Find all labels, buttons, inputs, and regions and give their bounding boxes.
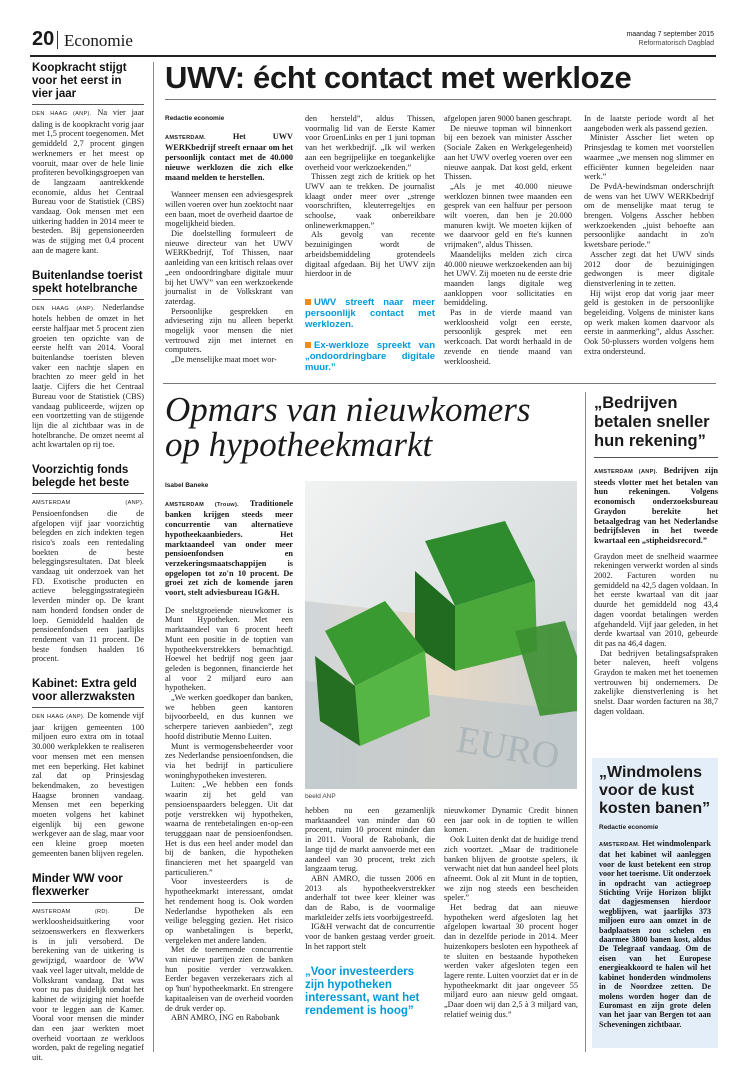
hyp-p8: hebben nu een gezamenlijk marktaandeel van minder dan 60 procent, ruim 10 procent minder dan in 2011. Vooral de Rabobank, die lange tijd de markt aanvoerde met een aandeel van 30 procent, trekt zich langzaam terug. xyxy=(305,806,435,874)
bullet-square-icon xyxy=(305,299,311,305)
headline-line: Opmars van nieuwkomers xyxy=(165,390,531,429)
brief-kabinet xyxy=(32,678,144,859)
bedrijven-headline: „Bedrijven betalen sneller hun rekening” xyxy=(594,394,710,450)
hyp-p1: De snelstgroeiende nieuwkomer is Munt Hypotheken. Met een marktaandeel van 6 procent heeft Munt een positie in de toptien van hypotheekverstrekkers bemachtigd. Hoewel het bedrijf nog geen jaar geleden is begonnen, financierde het al voor 2 miljard euro aan hypotheken. xyxy=(165,605,293,693)
hyp-p12: Ook Luiten denkt dat de huidige trend zich voortzet. „Maar de traditionele banken blijven de grootste spelers, ik verwacht niet dat hun aandeel heel plots afneemt. Ook al zit Munt in de toptien, we zijn nog steeds een bescheiden speler.” xyxy=(444,835,578,903)
bedrijven-article xyxy=(594,394,718,717)
brief-rule xyxy=(32,707,144,708)
hypotheek-lead: Traditionele banken krijgen steeds meer concurrentie van alternatieve hypotheekaanbieders. Het marktaandeel van onder meer pensioenfondsen en verzekeringsmaatschappijen is opgelopen tot zo'n 10 procent. De groei zet zich de komende jaren voort, stelt adviesbureau IG&H. xyxy=(165,498,293,598)
windmolens-box xyxy=(592,758,718,1048)
hypotheek-col-2 xyxy=(305,806,435,1018)
hypotheek-pullquote: „Voor investeerders zijn hypotheken interessant, want het rendement is hoog” xyxy=(305,965,420,1017)
hyp-p6: Met de toenemende concurrentie van nieuwe partijen zien de banken hun positie verder verzwakken. Eerder begaven verzekeraars zich al op 'hun' hypotheekmarkt. En strengere kapitaaleisen van de overheid voorden de druk verder op. xyxy=(165,945,293,1013)
brief-rule xyxy=(32,104,144,105)
brief-ww xyxy=(32,873,144,1063)
brief-fonds xyxy=(32,464,144,664)
uwv-p2: Die doelstelling formuleert de nieuwe directeur van het UWV WERKbedrijf, Tof Thissen, naar aanleiding van een kritisch relaas over „een ondoordringbare digitale muur bij het UWV” van een werkzoekende journalist in de Volkskrant van zaterdag. xyxy=(165,229,293,306)
windmolens-dateline: AMSTERDAM. xyxy=(599,842,640,848)
svg-text:EURO: EURO xyxy=(453,718,563,778)
bedrijven-p1: Graydon meet de snelheid waarmee rekeningen verwerkt worden al sinds 2002. Facturen worden nu gemiddeld na 42,5 dagen voldaan. In het eerste kwartaal van dit jaar duurde het gemiddeld nog 43,4 dagen voordat betalingen werden afgehandeld. Vijf jaar geleden, in het derde kwartaal van 2010, gebeurde dit pas na 46,4 dagen. xyxy=(594,551,718,648)
sidebar-divider xyxy=(153,62,154,1052)
uwv-p10: „Als je met 40.000 nieuwe werklozen binnen twee maanden een gesprek van een halfuur per persoon wilt voeren, dan ben je 20.000 manuren kwijt. We moeten kijken of we daarvoor geld en fte's kunnen vrijmaken”, aldus Thissen. xyxy=(444,181,572,250)
brief-headline: Minder WW voor flexwerker xyxy=(32,872,123,898)
hyp-p5: Voor investeerders is de hypotheekmarkt interessant, omdat het rendement hoog is. Ook worden Nederlandse hypotheken als een veilige belegging gezien. Het risico op wanbetalingen is beperkt, vergeleken met andere landen. xyxy=(165,877,293,945)
brief-text: Pensioenfondsen die de afgelopen vijf jaar voorzichtig belegden en zich indekten tegen risico's zoals een rentedaling boekten de beste beleggingsresultaten. Dat bleek vandaag uit onderzoek van het FD. Exotische producten en actieve beleggingsstrategieën leverden minder op. De krant nam honderd fondsen onder de loep. Gemiddeld haalden de pensioenfondsen een jaarlijks rendement van 11 procent. De beste fondsen haalden 16 procent. xyxy=(32,508,144,664)
brief-dateline: AMSTERDAM (ANP). xyxy=(32,500,144,507)
windmolens-lead: Het windmolenpark dat het kabinet wil aanleggen voor de kust betekent een strop voor het toerisme. Uit onderzoek in opdracht van actiegroep Stichting Vrije Horizon blijkt dat dagjesmensen hierdoor wegblijven, wat jaarlijks 373 miljoen euro aan omzet in de badplaatsen zou schelen en daarmee 3800 banen kost, aldus De Telegraaf vandaag. Om de eisen van het Europese energieakkoord te halen wil het kabinet honderden windmolens in de Noordzee zetten. De molens worden hoger dan de Euromast en zijn grote delen van het jaar van Bergen tot aan Scheveningen zichtbaar. xyxy=(599,839,711,1029)
uwv-p17: Hij wijst erop dat vorig jaar meer geld is gestoken in de persoonlijke begeleiding. Volgens de minister kans op werk maken komen daarvoor als eerste in aanmerking”, aldus Asscher. Ook 50-plussers worden volgens hem extra ondersteund. xyxy=(584,288,714,356)
uwv-lead: Het UWV WERKbedrijf streeft ernaar om het persoonlijk contact met de 40.000 nieuwe werklozen die zich elke maand melden te herstellen. xyxy=(165,131,293,182)
brief-rule xyxy=(32,299,144,300)
hypotheek-byline: Isabel Baneke xyxy=(165,482,209,489)
uwv-pullquote-2 xyxy=(305,340,435,373)
headline-line: op hypotheekmarkt xyxy=(165,425,433,464)
header-rule xyxy=(30,55,716,57)
bedrijven-dateline: AMSTERDAM (ANP). xyxy=(594,469,658,475)
uwv-pullquote-1 xyxy=(305,297,435,330)
uwv-p6: Thissen zegt zich de kritiek op het UWV aan te trekken. De journalist klaagt onder meer over „strenge voorschriften, kleuterregeltjes en schoolse, vaak onbereikbare onlinewerkmappen.” xyxy=(305,172,435,230)
brief-text: De werkloosheidsuitkering voor seizoenswerkers en flexwerkers is in juli versoberd. De berekening van de uitkering is gewijzigd, waardoor de WW vaak veel lager uitvalt, meldde de Volkskrant vandaag. Dat was voor nu pas duidelijk omdat het kabinet de wijziging niet hoefde voor te leggen aan de Kamer. Vooral voor mensen die minder dan een jaar werkten moet overheid voortaan ze werkloos worden, pakt de regeling negatief uit. xyxy=(32,905,145,1063)
hypotheek-col-1 xyxy=(165,481,293,1023)
brief-headline: Buitenlandse toerist spekt hotelbranche xyxy=(32,269,143,295)
hyp-p2: „We werken goedkoper dan banken, we hebben geen kantoren bijvoorbeeld, en dus kunnen we scherpere tarieven aanbieden”, zegt hoofd distributie Menno Luiten. xyxy=(165,693,293,741)
uwv-p4: „De menselijke maat moet wor- xyxy=(171,355,277,365)
brief-toerist xyxy=(32,270,144,451)
uwv-p12: Pas in de vierde maand van werkloosheid volgt een eerste, persoonlijk gesprek met een werkcoach. Dat wordt herhaald in de zevende en tiende maand van werkloosheid. xyxy=(444,308,572,366)
hyp-p9: ABN AMRO, die tussen 2006 en 2013 als hypotheekverstrekker anderhalf tot twee keer kleiner was dan de Rabo, is de voormalige marktleider zelfs iets voorbijgestreefd. xyxy=(305,873,435,922)
news-briefs-sidebar xyxy=(32,62,144,1063)
pullquote-text: UWV streeft naar meer persoonlijk contact met werklozen. xyxy=(305,296,435,330)
uwv-headline-rule xyxy=(165,99,716,100)
uwv-p16: Asscher zegt dat het UWV sinds 2012 door de bezuinigingen gedwongen is meer digitale dienstverlening in te zetten. xyxy=(584,249,714,288)
uwv-col-4 xyxy=(584,114,714,357)
paper-name: Reformatorisch Dagblad xyxy=(638,40,714,47)
brief-text: Na vier jaar daling is de koopkracht vorig jaar met 1,5 procent toegenomen. Met gemiddeld 2,7 procent gingen werknemers er het meest op vooruit, maar over de hele linie profiteren bevolkingsgroepen van de langzaam aantrekkende economie, aldus het Centraal Bureau voor de Statistiek (CBS) vandaag. Ook mensen met een uitkering hadden in 2014 meer te besteden. Bij gepensioneerden was de stijging met 0,4 procent aan de magere kant. xyxy=(32,108,145,255)
uwv-byline: Redactie economie xyxy=(165,115,225,122)
uwv-bottom-rule xyxy=(163,383,716,384)
photo-credit: beeld ANP xyxy=(305,793,336,800)
hyp-p4: Luiten: „We hebben een fonds waarin zij het geld van pensioenspaarders beleggen. Uit dat potje verstrekken wij hypotheken, waarna de rentebetalingen en-op-een terugggaan naar de pensioenfondsen. Het is dus een heel ander model dan bij de banken, die hypotheken financieren met het spaargeld van particulieren.” xyxy=(165,780,293,877)
uwv-p8: afgelopen jaren 9000 banen geschrapt. xyxy=(444,114,572,123)
uwv-headline: UWV: écht contact met werkloze xyxy=(165,60,632,95)
hypotheek-headline xyxy=(165,392,585,462)
brief-dateline: DEN HAAG (ANP). xyxy=(32,714,85,721)
bedrijven-rule xyxy=(594,457,718,458)
brief-rule xyxy=(32,493,144,494)
uwv-col-3 xyxy=(444,114,572,366)
section-title: Economie xyxy=(64,31,133,50)
uwv-dateline: AMSTERDAM. xyxy=(165,134,206,141)
brief-dateline: DEN HAAG (ANP). xyxy=(32,111,92,117)
bedrijven-p2: Dat bedrijven betalingsafspraken beter naleven, heeft volgens Graydon te maken met het toenemen vertrouwen bij ondernemers. De zakelijke dienstverlening is het snelst. Daar worden facturen na 38,7 dagen voldaan. xyxy=(594,648,718,716)
uwv-p1: Wanneer mensen een adviesgesprek willen voeren over hun zoektocht naar een baan, moet de overheid daartoe de mogelijkheid bieden. xyxy=(165,190,293,229)
brief-text: Nederlandse hotels hebben de omzet in het eerste halfjaar met 5 procent zien groeien ten opzichte van de eerste helft van 2014. Vooral buitenlandse toeristen bleven vaker een nachtje slapen en brachten zo meer geld in het laatje. Cijfers die het Centraal Bureau voor de Statistiek (CBS) vandaag publiceerde, wijzen op een voortzetting van de stijgende lijn die al zichtbaar was in de hotelbranche. De omzet neemt al acht kwartalen op rij toe. xyxy=(32,302,144,450)
uwv-p5: den hersteld”, aldus Thissen, voormalig lid van de Eerste Kamer voor GroenLinks en per 1 juni topman van het werkbedrijf. „Ik wil werken aan een begrijpelijke en toegankelijke overheid voor werkzoekenden.” xyxy=(305,114,435,172)
uwv-p9: De nieuwe topman wil binnenkort bij een bezoek van minister Asscher (Sociale Zaken en Werkgelegenheid) aan het UWV overleg voeren over een nieuwe aanpak. Dat kost geld, erkent Thissen. xyxy=(444,123,572,182)
brief-text: De komende vijf jaar krijgen gemeenten 100 miljoen euro extra om in totaal 30.000 werkplekken te realiseren voor mensen met een mensen met een beperking. Het kabinet zal dat op Prinsjesdag bekendmaken, zo bevestigen Haagse bronnen vandaag. Mensen met een beperking moeten volgens het kabinet eigenlijk bij een gewone werkgever aan de slag, maar voor een kleine groep moeten gemeenten banen blijven regelen. xyxy=(32,711,144,858)
hyp-p3: Munt is vermogensbeheerder voor zes Nederlandse pensioenfondsen, die via het bedrijf in particuliere woninghypotheken investeren. xyxy=(165,741,293,780)
hypotheek-dateline: AMSTERDAM (Trouw). xyxy=(165,501,239,508)
windmolens-byline: Redactie economie xyxy=(599,824,659,831)
brief-rule xyxy=(32,902,144,903)
bedrijven-lead: Bedrijven zijn steeds vlotter met het betalen van hun rekeningen. Volgens economisch onderzoeksbureau Graydon berekite het betaalgedrag van het Nederlandse bedrijfsleven in het tweede kwartaal een „stipheidsrecord.” xyxy=(594,466,719,545)
houses-on-banknotes-image xyxy=(305,481,577,789)
page-number: 20 xyxy=(32,28,55,50)
uwv-col-2 xyxy=(305,114,435,373)
hypotheek-col-3 xyxy=(444,806,578,1019)
uwv-p14: Minister Asscher liet weten op Prinsjesdag te komen met voorstellen waarmee „we mensen nog slimmer en efficiënter kunnen begeleiden naar werk.” xyxy=(584,133,714,182)
hypotheek-photo xyxy=(305,481,577,789)
brief-headline: Kabinet: Extra geld voor allerzwaksten xyxy=(32,678,137,704)
header-divider xyxy=(57,31,58,49)
hyp-p7: ABN AMRO, ING en Rabobank xyxy=(171,1013,280,1023)
brief-headline: Koopkracht stijgt voor het eerst in vier jaar xyxy=(32,62,127,100)
uwv-p15: De PvdA-bewindsman onderschrijft de wens van het UWV WERKbedrijf om de menselijke maat terug te brengen. Volgens Asscher hebben werkzoekenden „juist behoefte aan persoonlijke aandacht in zo'n kwetsbare periode.” xyxy=(584,181,714,250)
uwv-p7: Als gevolg van recente bezuinigingen wordt de arbeidsbemiddeling grotendeels digitaal afgedaan. Bij het UWV zijn hierdoor in de xyxy=(305,230,435,279)
windmolens-headline: „Windmolens voor de kust kosten banen” xyxy=(599,764,711,817)
hyp-p13: Het bedrag dat aan nieuwe hypotheken werd afgesloten lag het afgelopen kwartaal 30 procent hoger dan in dezelfde periode in 2014. Meer huizenkopers besloten een hypotheek af te sluiten en bestaande hypotheken werden vaker afgesloten tegen een lagere rente. Luiten voorziet dat er in de hypotheekmarkt dit jaar ongeveer 55 miljard euro aan nieuw geld omgaat. „Daar doen wij dan 2,5 à 3 miljard van, relatief weinig dus.” xyxy=(444,903,578,1019)
brief-dateline: DEN HAAG (ANP). xyxy=(32,305,95,312)
brief-headline: Voorzichtig fonds belegde het beste xyxy=(32,464,130,490)
pullquote-text: Ex-werkloze spreekt van „ondoordringbare digitale muur.” xyxy=(305,339,435,373)
right-column-divider xyxy=(585,392,586,1052)
page-date-block xyxy=(626,30,714,48)
brief-dateline: AMSTERDAM (RD). xyxy=(32,908,110,915)
hyp-p10: IG&H verwacht dat de concurrentie voor de banken gestaag verder groeit. In het rapport stelt xyxy=(305,922,435,951)
uwv-p3: Persoonlijke gesprekken en adviesering zijn nu alleen beperkt mogelijk voor mensen die niet vertrouwd zijn met internet en computers. xyxy=(165,306,293,355)
hyp-p11: nieuwkomer Dynamic Credit binnen een jaar ook in de toptien te willen komen. xyxy=(444,806,578,835)
uwv-p11: Maandelijks melden zich circa 40.000 nieuwe werkzoekenden aan bij het UWV. Zij moeten nu de eerste drie maanden langs digitale weg aankloppen voor sollicitaties en bemiddeling. xyxy=(444,249,572,308)
uwv-p13: In de laatste periode wordt al het aangeboden werk als passend gezien. xyxy=(584,114,714,133)
bullet-square-icon xyxy=(305,342,311,348)
brief-koopkracht xyxy=(32,62,144,256)
uwv-col-1 xyxy=(165,114,293,365)
issue-date: maandag 7 september 2015 xyxy=(626,31,714,38)
